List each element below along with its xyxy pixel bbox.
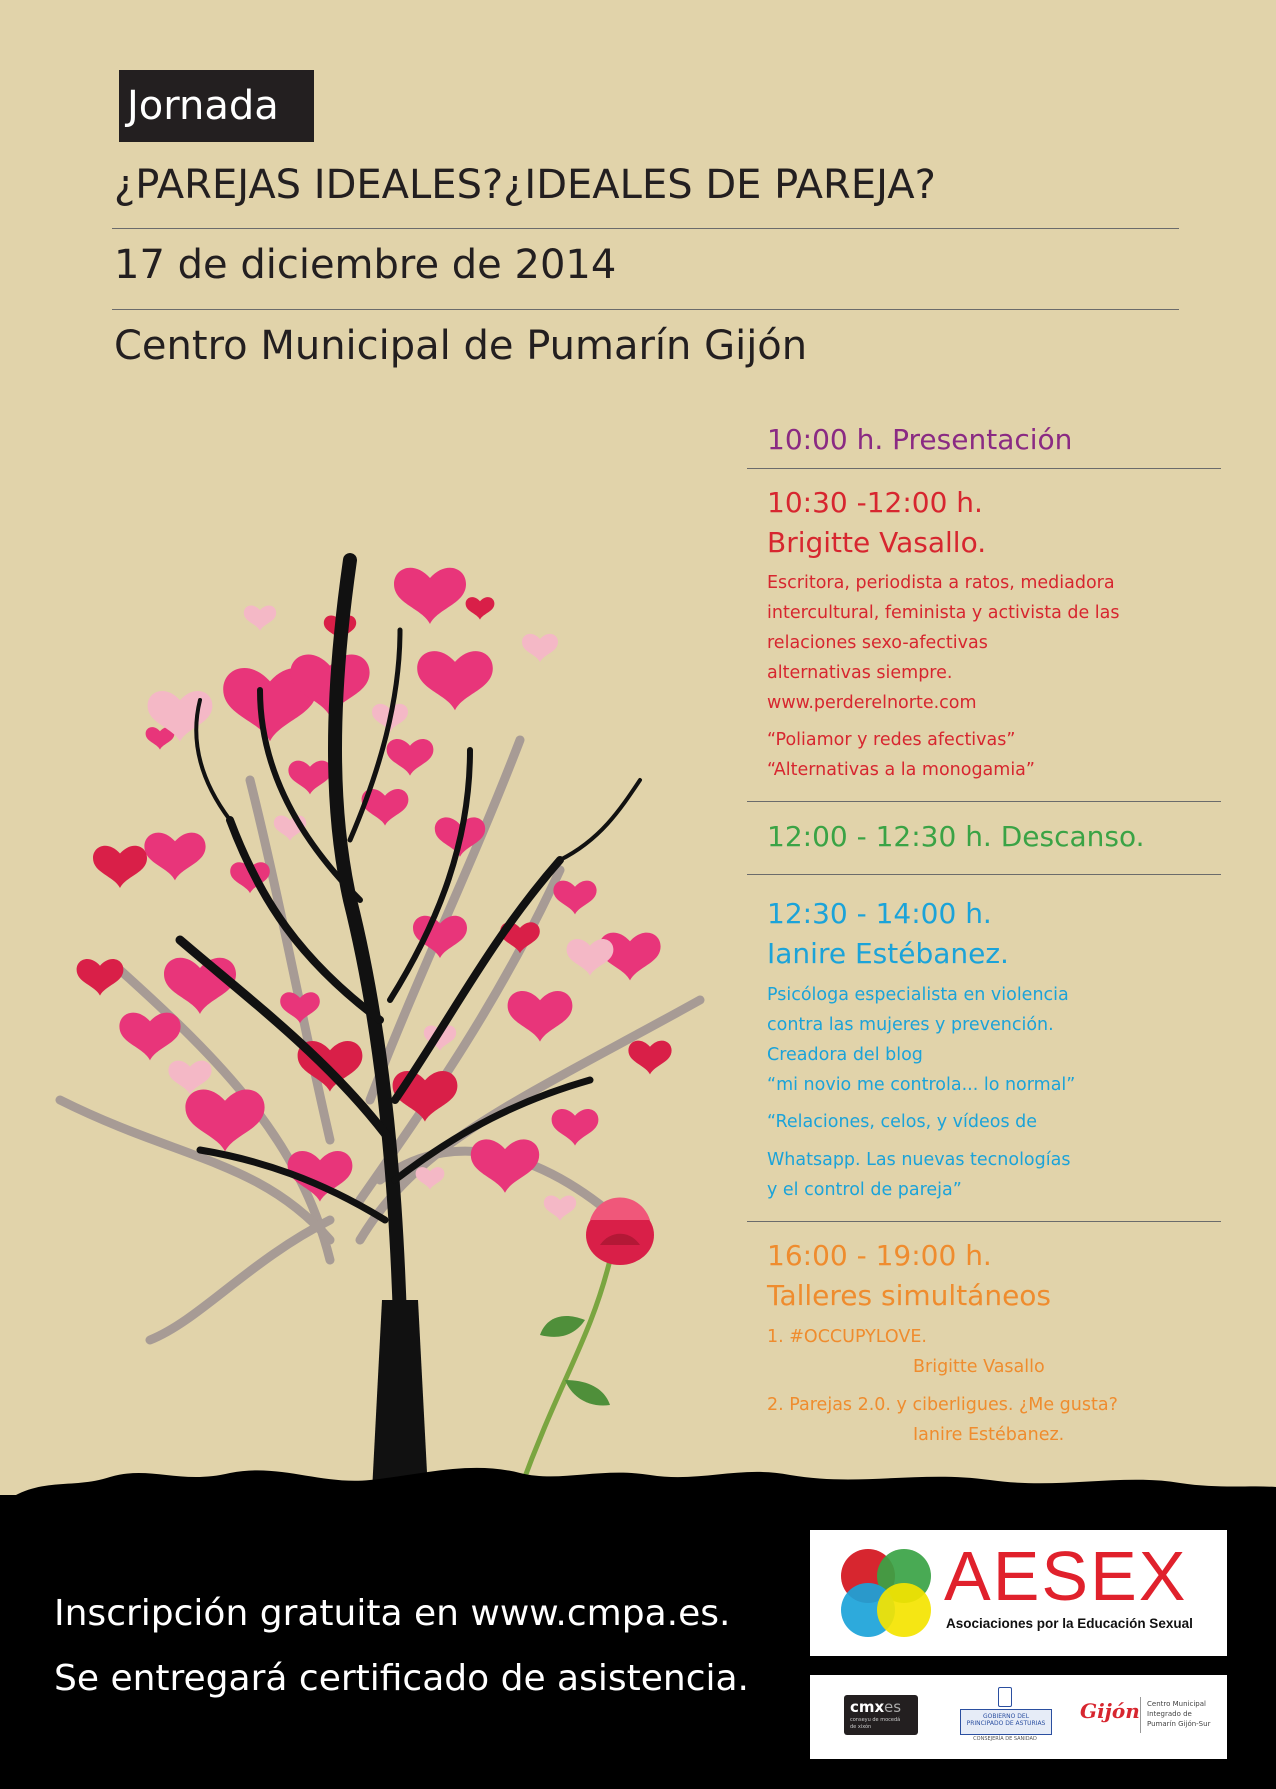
workshop-2: 2. Parejas 2.0. y ciberligues. ¿Me gusta? (767, 1395, 1118, 1415)
talk1-time: 10:30 -12:00 h. (767, 486, 983, 519)
hearts (77, 568, 672, 1202)
heart-tree-illustration (0, 540, 760, 1520)
workshops-time: 16:00 - 19:00 h. (767, 1239, 992, 1272)
cmx-logo: cmx es conseyu de mocedá de xixón (844, 1695, 918, 1735)
jornada-badge: Jornada (119, 70, 314, 142)
talk1-bio-line: relaciones sexo-afectivas (767, 633, 988, 653)
talk1-bio-line: intercultural, feminista y activista de las (767, 603, 1120, 623)
crest-icon (998, 1687, 1012, 1707)
aesex-subtitle: Asociaciones por la Educación Sexual (946, 1616, 1193, 1631)
workshop-1: 1. #OCCUPYLOVE. (767, 1327, 927, 1347)
event-title: ¿PAREJAS IDEALES?¿IDEALES DE PAREJA? (114, 162, 936, 208)
talk1-speaker: Brigitte Vasallo. (767, 526, 987, 559)
aesex-logo-box (810, 1530, 1227, 1656)
talk1-bio-line: Escritora, periodista a ratos, mediadora (767, 573, 1115, 593)
talk2-bio (767, 980, 1075, 1100)
ground-silhouette (0, 1455, 1276, 1515)
talk1-topic: “Poliamor y redes afectivas” (767, 730, 1016, 750)
gijon-logo: Gijón (1080, 1699, 1140, 1723)
talk2-speaker: Ianire Estébanez. (767, 937, 1009, 970)
workshop-2-speaker: Ianire Estébanez. (913, 1425, 1065, 1445)
talk2-bio-line: contra las mujeres y prevención. (767, 1015, 1054, 1035)
talk2-topic-line: Whatsapp. Las nuevas tecnologías (767, 1150, 1071, 1170)
event-date: 17 de diciembre de 2014 (114, 242, 617, 288)
rose-icon (520, 1198, 654, 1491)
break-slot: 12:00 - 12:30 h. Descanso. (767, 820, 1145, 853)
talk2-time: 12:30 - 14:00 h. (767, 897, 992, 930)
talk1-topics (767, 725, 1035, 785)
certificate-note: Se entregará certificado de asistencia. (54, 1658, 750, 1699)
talk2-topic1: “Relaciones, celos, y vídeos de (767, 1112, 1038, 1132)
workshop-1-speaker: Brigitte Vasallo (913, 1357, 1045, 1377)
presentation-slot: 10:00 h. Presentación (767, 423, 1073, 456)
aesex-logo-text: AESEX (944, 1537, 1188, 1615)
event-venue: Centro Municipal de Pumarín Gijón (114, 323, 808, 369)
talk1-bio-line: alternativas siempre. (767, 663, 953, 683)
registration-note: Inscripción gratuita en www.cmpa.es. (54, 1593, 731, 1634)
sponsor-divider (1140, 1697, 1141, 1733)
talk1-topic: “Alternativas a la monogamia” (767, 760, 1035, 780)
aesex-circles-icon (834, 1542, 938, 1644)
talk1-website: www.perderelnorte.com (767, 693, 977, 713)
talk1-bio (767, 568, 1120, 718)
schedule-rule-2 (747, 801, 1221, 802)
talk2-bio-line: Creadora del blog (767, 1045, 923, 1065)
talk2-topic-line: y el control de pareja” (767, 1180, 962, 1200)
sponsors-box (810, 1675, 1227, 1759)
cmi-pumarin-logo: Centro Municipal Integrado de Pumarín Gijón-Sur (1147, 1700, 1211, 1728)
talk2-bio-line: Psicóloga especialista en violencia (767, 985, 1069, 1005)
talk2-bio-line: “mi novio me controla... lo normal” (767, 1075, 1076, 1095)
schedule-rule-3 (747, 874, 1221, 875)
asturias-gov-logo: GOBIERNO DEL PRINCIPADO DE ASTURIAS CONSEJERÍA DE SANIDAD (960, 1687, 1050, 1747)
header-rule-1 (112, 228, 1179, 229)
talk2-topic2 (767, 1145, 1070, 1205)
schedule-rule-4 (747, 1221, 1221, 1222)
header-rule-2 (112, 309, 1179, 310)
workshops-title: Talleres simultáneos (767, 1279, 1052, 1312)
schedule-rule-1 (747, 468, 1221, 469)
